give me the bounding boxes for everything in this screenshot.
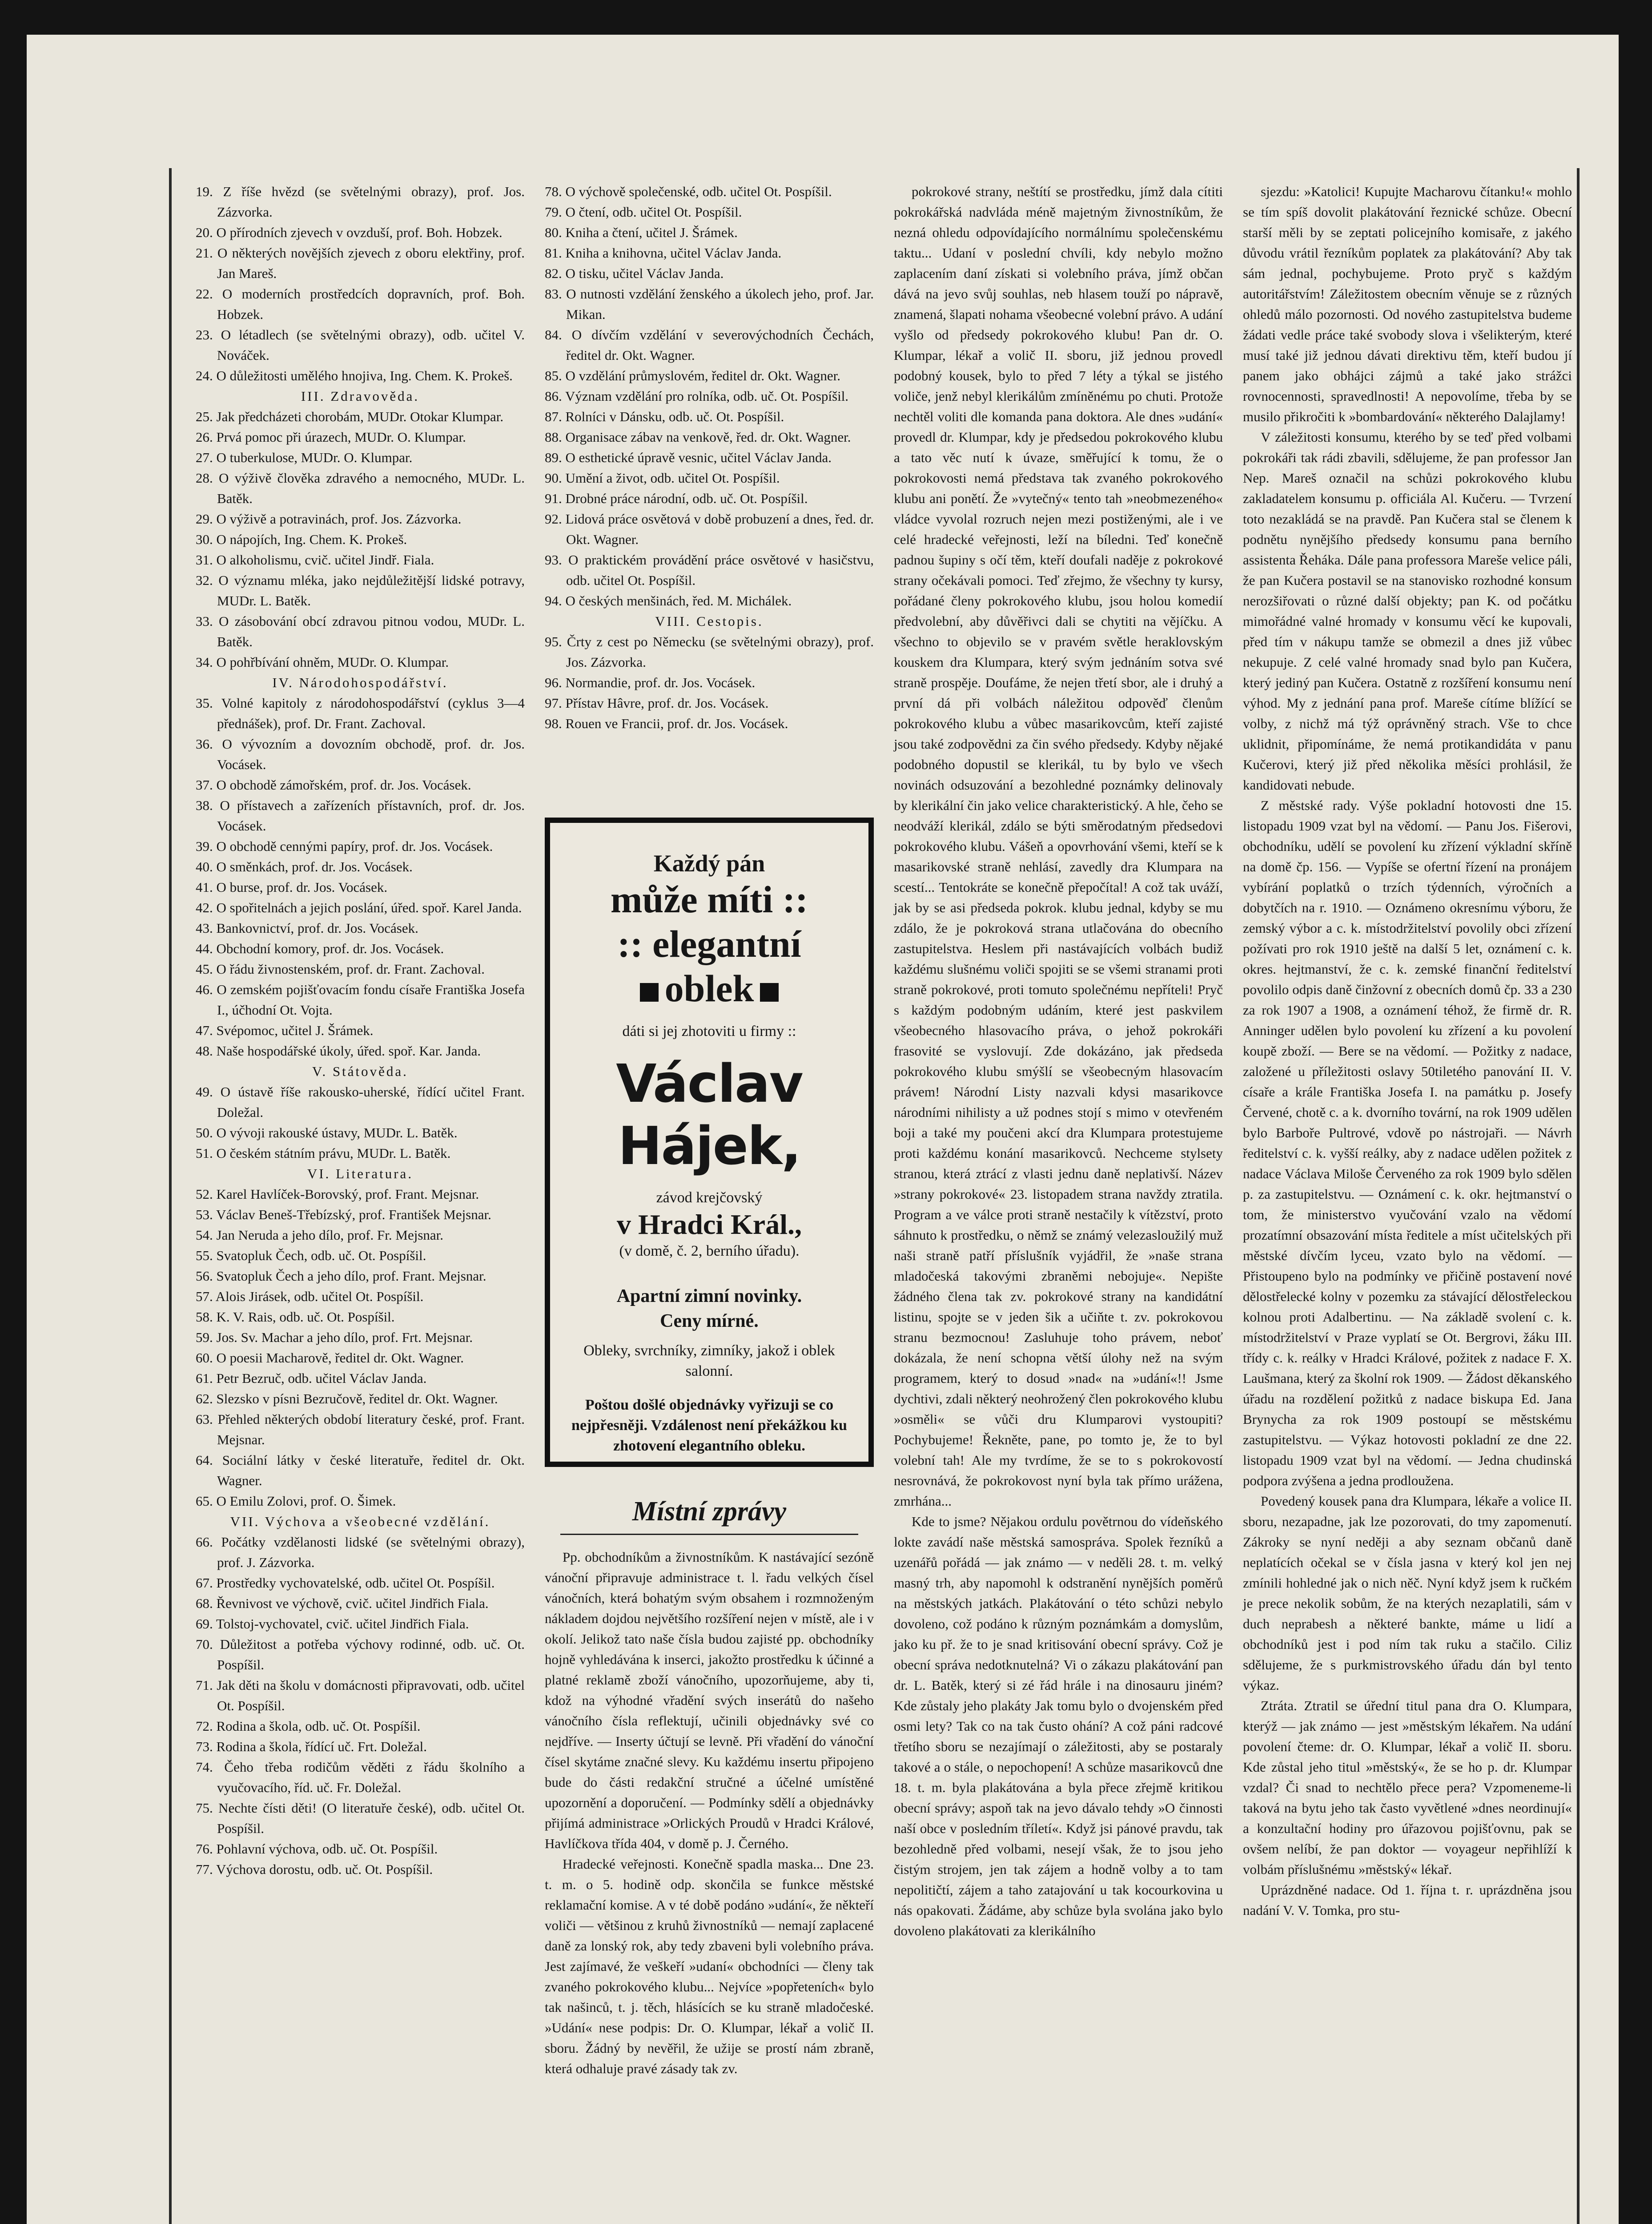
square-ornament-icon bbox=[640, 983, 659, 1002]
lecture-item: 26. Prvá pomoc při úrazech, MUDr. O. Klumpar. bbox=[196, 429, 466, 445]
section-heading: V. Státověda. bbox=[312, 1064, 408, 1079]
lecture-item: 60. O poesii Macharově, ředitel dr. Okt. Wagner. bbox=[196, 1350, 464, 1366]
ad-line1: Každý pán bbox=[653, 850, 765, 877]
lecture-item: 43. Bankovnictví, prof. dr. Jos. Vocásek. bbox=[196, 920, 418, 936]
lecture-item: 98. Rouen ve Francii, prof. dr. Jos. Vocásek. bbox=[545, 716, 788, 731]
lecture-item: 84. O dívčím vzdělání v severovýchodních Čechách, ředitel dr. Okt. Wagner. bbox=[545, 327, 874, 363]
lecture-item: 37. O obchodě zámořském, prof. dr. Jos. Vocásek. bbox=[196, 777, 471, 793]
lecture-item: 67. Prostředky vychovatelské, odb. učitel Ot. Pospíšil. bbox=[196, 1575, 495, 1591]
lecture-item: 19. Z říše hvězd (se světelnými obrazy), prof. Jos. Zázvorka. bbox=[196, 184, 525, 220]
ad-line2: může míti :: bbox=[610, 878, 808, 921]
lecture-item: 41. O burse, prof. dr. Jos. Vocásek. bbox=[196, 879, 388, 895]
heading-divider bbox=[560, 1534, 858, 1535]
lecture-item: 96. Normandie, prof. dr. Jos. Vocásek. bbox=[545, 675, 756, 690]
lecture-item: 80. Kniha a čtení, učitel J. Šrámek. bbox=[545, 225, 738, 240]
lecture-item: 48. Naše hospodářské úkoly, úřed. spoř. Kar. Janda. bbox=[196, 1043, 481, 1059]
lecture-item: 27. O tuberkulose, MUDr. O. Klumpar. bbox=[196, 450, 413, 465]
lecture-item: 28. O výživě člověka zdravého a nemocného, MUDr. L. Batěk. bbox=[196, 470, 525, 506]
lecture-item: 63. Přehled některých období literatury české, prof. Frant. Mejsnar. bbox=[196, 1411, 525, 1447]
lecture-item: 78. O výchově společenské, odb. učitel Ot. Pospíšil. bbox=[545, 184, 832, 199]
newspaper-page bbox=[27, 35, 1619, 2224]
lecture-item: 66. Počátky vzdělanosti lidské (se světelnými obrazy), prof. J. Zázvorka. bbox=[196, 1534, 525, 1570]
lecture-item: 40. O směnkách, prof. dr. Jos. Vocásek. bbox=[196, 859, 413, 874]
article-paragraph: Z městské rady. Výše pokladní hotovosti dne 15. listopadu 1909 vzat byl na vědomí. — Panu Jos. Fišerovi, obchodníku, udělí se povolení ku zřízení výkladní skříně na domě čp. 156. — Vypíše se ofertní řízení na pronájem vybírání poplatků o trzích týdenních, výročních a dobytčích na r. 1910. — Oznámeno okresnímu výboru, že zemský výbor a c. k. místodržitelství povolily obci zřízení požívati pro rok 1910 ještě na další 5 let, oznámení c. k. okres. hejtmanství, že c. k. zemské finanční ředitelství povolilo odpis daně činžovní z obecních domů čp. 33 a 230 za rok 1907 a 1908, a oznámení téhož, že firmě dr. R. Anninger udělen bylo povolení ku zřízení a ku povolení koupě zboží. — Bere se na vědomí. — Požitky z nadace, založené u příležitosti oslavy 50tiletého panování II. V. císaře a krále Františka Josefa I. na památku p. Josefy Červené, chotě c. a k. dvorního tovární, na rok 1909 udělen bylo Barboře Pultrové, vdově po nástrojaři. — Návrh ředitelství c. k. vyšší reálky, aby z nadace udělen požitek z nadace Václava Miloše Červeného za rok 1909 bylo sdělen p. za zastupitelstvu. — Oznámení c. k. okr. hejtmanství o tom, že ministerstvo vyučování vzalo na vědomí prozatímní obsazování místa ředitele a míst učitelských při městské dívčím lyceu, vzato bylo na vědomí. — Přistoupeno bylo na podmínky ve přičině postavení nové dělostřelecké kolny v pozemku za stávající dělostřeleckou kolnou proti Adalbertinu. — Na základě svolení c. k. místodržitelství v Praze vyplatí se Ot. Bergrovi, žáku III. třídy c. k. reálky v Hradci Králové, požitek z nadace F. X. Laušmana, který za školní rok 1909. — Žádost děkanského úřadu na rozdělení požitků z nadace biskupa Ed. Jana Brynycha za rok 1909 postoupí se městskému zastupitelstvu. — Výkaz hotovosti pokladní ze dne 22. listopadu 1909 vzat byl na vědomí. — Jedna chudinská podpora zvýšena a jedna prodloužena. bbox=[1243, 798, 1572, 1488]
article-paragraph: pokrokové strany, neštítí se prostředku, jímž dala cítiti pokrokářská nadvláda méně majetným živnostníkům, že nezná ohledu odpovídajícího normálnímu společenskému taktu... Udaní v poslední chvíli, kdy nebylo možno zaplacením daní získati si volebního práva, jímž občan dává na jevo svůj souhlas, neb hlasem touží po nápravě, znamená, šlapati nohama všeobecné volební právo. A udání vyšlo od předsedy pokrokového klubu! Pan dr. O. Klumpar, lékař a volič II. sboru, již jednou provedl podobný kousek, bylo to před 7 léty a týkal se jistého voliče, jenž nebyl klerikálům zmíněnému po chuti. Protože nechtěl voliti dle komanda pana doktora. Ale dnes »udání« provedl dr. Klumpar, kdy je předsedou pokrokového klubu a tato věc nutí k úvaze, směřující k tomu, že o pokrokovosti nemá představa tak zvaného pokrokového klubu ani ponětí. Že »vytečný« tento tah »neobmezeného« vládce vyvolal rozruch nejen mezi postiženými, ale i ve celé hradecké veřejnosti, leží na bíledni. Teď konečně padnou šupiny s očí těm, kteří doufali naděje z pokrokové strany očekávali pomoci. Teď zřejmo, že všechny ty kursy, pořádané členy pokrokového klubu, jsou holou komedií předvolební, aby důvěřivci dali se chytiti na vějíčku. A všechno to objevilo se v pravém světle heraklovským kouskem dra Klumpara, který svým jednáním sotva své straně prospěje. Doufáme, že nejen třetí sbor, ale i druhý a první dá při volbách náležitou odpověď členům pokrokového klubu a vůbec masarikovcům, kteří zajisté jsou také zodpovědni za čin svého předsedy. Kdyby nějaké podobného dopustil se klerikál, tu by bylo ve všech novinách odsuzování a bezohledné poznámky delinovaly by klerikální čin jako velice charakteristický. A hle, čeho se neodváží klerikál, zdálo se býti směrodatným předsedovi pokrokového klubu. Vášeň a opovrhování všemi, kteří se k masarikovské straně nehlásí, zavedly dra Klumpara na scestí... Tentokráte se konečně přepočítal! A což tak uváží, jak by se asi předseda pokrok. klubu jednal, kdyby se mu zdálo, že je pokroková strana utlačována do obecního zastupitelstva. Heslem při nastávajících volbách budiž každému slušnému voliči spojiti se se všemi stranami proti straně pokrokové, proti tomuto společnému nepříteli! Pryč s každým podobným udáním, které jest paskvilem všeobecného hlasovacího práva, o jehož pokrokáři frasovité se vyslovují. Zde dokázáno, jak předseda pokrokového klubu smýšlí se všeobecným hlasovacím právem! Národní Listy nazvali kdysi masarikovce národními nihilisty a už podnes stojí s mimo v otevřeném boji a také my poučeni akcí dra Klumpara protestujeme proti každému konání masarikovců. Nechceme stylsety stranou, která ztrácí z vlasti jednu daně neplativší. Název »strany pokrokové« 23. listopadem strana navždy ztratila. Program a ve válce proti straně nestačily k vítězství, proto sáhnuto k prostředku, o němž se známý velezasloužilý muž naši straně patří příslušník vyjádřil, že »naše strana mladočeská takovými zbraněmi nebojuje«. Nepište žádného člena tak zv. pokrokové strany na kandidátní listinu, spojte se v jeden šik a učiňte t. zv. pokrokovou stranu bezmocnou! Zasluhuje toho právem, neboť dokázala, že není schopna větší úlohy než na svým programem, který to dosud »nad« na »udání«!! Jsme dychtivi, zdali některý neohrožený člen pokrokového klubu »osměli« se vůči dru Klumparovi vystoupiti? Pochybujeme! Řekněte, pane, po tomto je, že to byl volební tah! Ale my tvrdíme, že se to s pokrokovostí nesrovnává, že pokrokovost nyní byla tak přímo urážena, zmrhána... bbox=[894, 184, 1223, 1509]
lecture-item: 29. O výživě a potravinách, prof. Jos. Zázvorka. bbox=[196, 511, 462, 527]
lecture-item: 35. Volné kapitoly z národohospodářství (cyklus 3—4 přednášek), prof. Dr. Frant. Zachoval. bbox=[196, 695, 525, 731]
lecture-item: 55. Svatopluk Čech, odb. uč. Ot. Pospíšil. bbox=[196, 1248, 426, 1263]
section-heading: III. Zdravověda. bbox=[301, 388, 420, 404]
ad-firm-name: Václav Hájek, bbox=[616, 1053, 803, 1176]
section-heading: VIII. Cestopis. bbox=[655, 613, 764, 629]
article-paragraph: sjezdu: »Katolici! Kupujte Macharovu čítanku!« mohlo se tím spíš dovolit plakátování řeznické schůze. Obecní starší měli by se zeptati policejního komisaře, z jakého důvodu vrátil řezníkům poplatek za plakátování? Aby tak sám jednal, pochybujeme. Proto pryč s každým autoritářstvím! Záležitostem obecním věnuje se z různých ohledů málo pozornosti. Od nového zastupitelstva budeme žádati vedle práce také svobody slova i všelikterým, které musí také již jednou dávati direktivu těm, kteří budou jí panem jako obhájci zájmů a také jako strážci rovnocennosti, spravedlnosti! A nepovolíme, třeba by se musilo přikročiti k »bombardování« některého Dalajlamy! bbox=[1243, 184, 1572, 424]
section-heading: VII. Výchova a všeobecné vzdělání. bbox=[230, 1514, 490, 1529]
local-news-col2 bbox=[545, 1547, 874, 2079]
advert-hajek bbox=[545, 818, 874, 1467]
article-paragraph: Ztráta. Ztratil se úřední titul pana dra O. Klumpara, kterýž — jak známo — jest »městským lékařem. Na udání povolení čteme: dr. O. Klumpar, lékař a volič II. sboru. Kde zůstal jeho titul »městský«, že se ho p. dr. Klumpar vzdal? Či snad to nechtělo přece pera? Vzpomeneme-li taková na bytu jeho tak často vyvětlené »dnes neordinují« a konzultační hodiny pro úřazovou pojišťovnu, pak se ovšem nelíbí, že pan doktor — voyageur nepřihlíží k volbám příslušnému »městský« lékař. bbox=[1243, 1698, 1572, 1877]
lecture-item: 73. Rodina a škola, řídící uč. Frt. Doležal. bbox=[196, 1739, 427, 1754]
ad-trade: závod krejčovský bbox=[656, 1189, 763, 1206]
lecture-item: 25. Jak předcházeti chorobám, MUDr. Otokar Klumpar. bbox=[196, 409, 504, 424]
lecture-item: 46. O zemském pojišťovacím fondu císaře Františka Josefa I., účhodní Ot. Vojta. bbox=[196, 982, 525, 1018]
lecture-item: 72. Rodina a škola, odb. uč. Ot. Pospíšil. bbox=[196, 1718, 421, 1734]
article-paragraph: Povedený kousek pana dra Klumpara, lékaře a volice II. sboru, nezapadne, jak lze pozorovati, do tmy zapomenutí. Zákroky se nyní neději a aby seznam občanů daně neplatících očekal se v čísla jasna v který kol jen nej zmínili hohledné jak o nich něč. Nyní když jsem k ručkém je prece nekolik sobům, že na kterých nezaplatili, sám v duch neprabesh a některé bankte, máme u lidí a obchodníků jest i pod ním tak ruku a stačilo. Ciliz sdělujeme, že s purkmistrovského úřadu dán byl tento výkaz. bbox=[1243, 1493, 1572, 1693]
lecture-item: 20. O přírodních zjevech v ovzduší, prof. Boh. Hobzek. bbox=[196, 225, 502, 240]
lecture-item: 85. O vzdělání průmyslovém, ředitel dr. Okt. Wagner. bbox=[545, 368, 841, 383]
lecture-item: 53. Václav Beneš-Třebízský, prof. František Mejsnar. bbox=[196, 1207, 491, 1222]
article-paragraph: Uprázdněné nadace. Od 1. října t. r. uprázdněna jsou nadání V. V. Tomka, pro stu- bbox=[1243, 1882, 1572, 1918]
lecture-item: 23. O létadlech (se světelnými obrazy), odb. učitel V. Nováček. bbox=[196, 327, 525, 363]
ad-news: Apartní zimní novinky. bbox=[616, 1286, 802, 1306]
lecture-item: 33. O zásobování obcí zdravou pitnou vodou, MUDr. L. Batěk. bbox=[196, 613, 525, 649]
lecture-item: 90. Umění a život, odb. učitel Ot. Pospíšil. bbox=[545, 470, 780, 486]
square-ornament-icon bbox=[760, 983, 779, 1002]
lecture-item: 71. Jak děti na školu v domácnosti připravovati, odb. učitel Ot. Pospíšil. bbox=[196, 1677, 525, 1713]
lecture-item: 42. O spořitelnách a jejich poslání, úřed. spoř. Karel Janda. bbox=[196, 900, 522, 915]
article-col3 bbox=[894, 181, 1223, 1941]
lecture-item: 75. Nechte čísti děti! (O literatuře české), odb. učitel Ot. Pospíšil. bbox=[196, 1800, 525, 1836]
lecture-item: 88. Organisace zábav na venkově, řed. dr. Okt. Wagner. bbox=[545, 429, 851, 445]
ad-address: (v domě, č. 2, berního úřadu). bbox=[619, 1243, 800, 1259]
lecture-item: 87. Rolníci v Dánsku, odb. uč. Ot. Pospíšil. bbox=[545, 409, 784, 424]
lecture-item: 58. K. V. Rais, odb. uč. Ot. Pospíšil. bbox=[196, 1309, 395, 1325]
lecture-item: 86. Význam vzdělání pro rolníka, odb. uč. Ot. Pospíšil. bbox=[545, 388, 849, 404]
ad-city: v Hradci Král., bbox=[617, 1209, 802, 1240]
lecture-item: 32. O významu mléka, jako nejdůležitější lidské potravy, MUDr. L. Batěk. bbox=[196, 572, 525, 608]
lecture-item: 62. Slezsko v písni Bezručově, ředitel dr. Okt. Wagner. bbox=[196, 1391, 498, 1406]
lecture-item: 22. O moderních prostředcích dopravních, prof. Boh. Hobzek. bbox=[196, 286, 525, 322]
lecture-item: 49. O ústavě říše rakousko-uherské, řídící učitel Frant. Doležal. bbox=[196, 1084, 525, 1120]
article-paragraph: Kde to jsme? Nějakou ordulu povětrnou do vídeňského lokte zavádí naše městská samospráva. Spolek řezníků a uzenářů pořádá — jak známo — v neděli 28. t. m. velký masný trh, aby napomohl k odstranění nynějších poměrů na městských jatkách. Plakátování o této schůzi nebylo dovoleno, což podáno k různým poznámkám a domyslům, jako ku př. že to je snad kritisování obecní správy. Což je obecní správa nedotknutelná? Vi o zákazu plakátování pan dr. L. Batěk, který si zé řád hrále i na dinosauru jiném? Kde zůstaly jeho plakáty Jak tomu bylo o dvojenském před osmi lety? Tak co na tak čusto ohání? A což páni radcové třetího sboru se nezajímají o záležitosti, aby se postaraly takové a o stále, o nepochopení! A schůze masarikovců dne 18. t. m. byla plakátována a byla přece zřejmě kritikou obecní správy; aspoň tak na jevo dávalo tehdy »O činnosti naší obce v posledním tříletí«. Když jsi pánové pravdu, tak bezohledně před volbami, nesejí však, že to jsou jeho čistým strojem, jen tak zájem a hodně volby a to tam nepolitičtí, zájem a taho zatajování u tak kocourkovina u nás opakovati. Žádáme, aby schůze byla svolána jako bylo dovoleno plakátovati za klerikálního bbox=[894, 1514, 1223, 1938]
article-paragraph: V záležitosti konsumu, kterého by se teď před volbami pokrokáři tak rádi zbavili, sdělujeme, že pan professor Jan Nep. Mareš označil na schůzi pokrokového klubu zakladatelem konsumu p. officiála Al. Kučeru. — Tvrzení toto nezakládá se na pravdě. Pan Kučera stal se členem k podnětu nynějšího předsedy konsumu pana berního assistenta Řeháka. Dále pana professora Mareše velice páli, že pan Kučera postavil se na stanovisko rozhodné konsum nerozšiřovati o různé další objekty; pan K. od počátku mimořádné valné hromady v konsumu věcí ke kupovali, před tím v nákupu tamže se obmezil a dnes již vůbec nekupuje. Z celé valné hromady snad bylo pan Kučera, který jediný pan Kučera. Ostatně z rozšíření konsumu není výhod. My z jednání pana prof. Mareše cítíme blížící se volby, z nichž má týž oprávněný strach. Vše to chce uklidnit, připomínáme, že nemá protikandidáta v panu Kučerovi, který již před několika měsíci prohlásil, že kandidovati nebude. bbox=[1243, 429, 1572, 793]
lecture-item: 51. O českém státním právu, MUDr. L. Batěk. bbox=[196, 1145, 451, 1161]
lecture-item: 93. O praktickém provádění práce osvětové v hasičstvu, odb. učitel Ot. Pospíšil. bbox=[545, 552, 874, 588]
lecture-item: 91. Drobné práce národní, odb. uč. Ot. Pospíšil. bbox=[545, 491, 808, 506]
lecture-item: 21. O některých novějších zjevech z oboru elektřiny, prof. Jan Mareš. bbox=[196, 245, 525, 281]
ad-goods: Obleky, svrchníky, zimníky, jakož i oblek salonní. bbox=[583, 1342, 835, 1379]
lecture-item: 89. O esthetické úpravě vesnic, učitel Václav Janda. bbox=[545, 450, 832, 465]
lecture-item: 94. O českých menšinách, řed. M. Michálek. bbox=[545, 593, 792, 608]
lecture-item: 36. O vývozním a dovozním obchodě, prof. dr. Jos. Vocásek. bbox=[196, 736, 525, 772]
lecture-item: 68. Řevnivost ve výchově, cvič. učitel Jindřich Fiala. bbox=[196, 1595, 489, 1611]
section-heading: VI. Literatura. bbox=[307, 1166, 414, 1181]
lecture-item: 97. Přístav Hâvre, prof. dr. Jos. Vocásek. bbox=[545, 695, 769, 711]
lecture-item: 79. O čtení, odb. učitel Ot. Pospíšil. bbox=[545, 204, 742, 220]
lecture-item: 82. O tisku, učitel Václav Janda. bbox=[545, 266, 724, 281]
ad-mail: Poštou došlé objednávky vyřizuji se co nejpřesněji. Vzdálenost není překážkou ku zhotovení elegantního obleku. bbox=[571, 1397, 847, 1454]
lecture-item: 74. Čeho třeba rodičům věděti z řádu školního a vyučovacího, říd. uč. Fr. Doležal. bbox=[196, 1759, 525, 1795]
lecture-item: 57. Alois Jirásek, odb. učitel Ot. Pospíšil. bbox=[196, 1289, 424, 1304]
lecture-item: 83. O nutnosti vzdělání ženského a úkolech jeho, prof. Jar. Mikan. bbox=[545, 286, 874, 322]
lecture-item: 34. O pohřbívání ohněm, MUDr. O. Klumpar. bbox=[196, 654, 449, 670]
article-col4 bbox=[1243, 181, 1572, 1921]
lecture-item: 92. Lidová práce osvětová v době probuzení a dnes, řed. dr. Okt. Wagner. bbox=[545, 511, 874, 547]
lecture-list-col1 bbox=[196, 181, 525, 1880]
lecture-item: 81. Kniha a knihovna, učitel Václav Janda. bbox=[545, 245, 782, 261]
lecture-item: 39. O obchodě cennými papíry, prof. dr. Jos. Vocásek. bbox=[196, 838, 493, 854]
section-heading-local-news: Místní zprávy bbox=[632, 1496, 787, 1527]
lecture-item: 24. O důležitosti umělého hnojiva, Ing. Chem. K. Prokeš. bbox=[196, 368, 513, 383]
article-paragraph: Pp. obchodníkům a živnostníkům. K nastávající sezóně vánoční připravuje administrace t. l. řadu velkých čísel vánočních, která bohatým svým obsahem i rozmnoženým nákladem dojdou největšího rozšíření nejen v místě, ale i v okolí. Jelikož tato naše čísla budou zajisté pp. obchodníky hojně vyhledávána k inserci, jakožto prostředku k účinné a platné reklamě zboží vánočního, upozorňujeme, aby ti, kdož na výhodné vřadění svých inserátů do našeho vánočního čísla reflektují, učinili objednávky své co nejdříve. — Inserty účtují se levně. Při vřadění do vánoční čísel skytáme značné slevy. Ku každému insertu připojeno bude do části redakční stručné a účelné umístěné upozornění a doporučení. — Podmínky sdělí a objednávky přijímá administrace »Orlických Proudů v Hradci Králové, Havlíčkova třída 404, v domě p. J. Černého. bbox=[545, 1549, 874, 1851]
lecture-item: 64. Sociální látky v české literatuře, ředitel dr. Okt. Wagner. bbox=[196, 1452, 525, 1488]
lecture-item: 47. Svépomoc, učitel J. Šrámek. bbox=[196, 1023, 374, 1038]
lecture-list-col2 bbox=[545, 181, 874, 734]
lecture-item: 50. O vývoji rakouské ústavy, MUDr. L. Batěk. bbox=[196, 1125, 458, 1140]
article-paragraph: Hradecké veřejnosti. Konečně spadla maska... Dne 23. t. m. o 5. hodině odp. skončila se funkce městské reklamační komise. A v té době podáno »udání«, že někteří voliči — většinou z kruhů živnostníků — nemají zaplacené daně za lonský rok, aby tedy zbaveni byli volebního práva. Jest zajímavé, že veškeří »udaní« obchodníci — členy tak zvaného pokrokového klubu... Nejvíce »popřeteních« bylo tak našinců, t. j. těch, hlásících se ku straně mladočeské. »Udání« nese podpis: Dr. O. Klumpar, lékař a volič II. sboru. Žádný by nevěřil, že užije se prostí nám zbraně, která odhaluje pravé zásady tak zv. bbox=[545, 1856, 874, 2076]
ad-prices: Ceny mírné. bbox=[660, 1311, 759, 1331]
lecture-item: 95. Črty z cest po Německu (se světelnými obrazy), prof. Jos. Zázvorka. bbox=[545, 634, 874, 670]
lecture-item: 30. O nápojích, Ing. Chem. K. Prokeš. bbox=[196, 532, 407, 547]
lecture-item: 56. Svatopluk Čech a jeho dílo, prof. Frant. Mejsnar. bbox=[196, 1268, 486, 1284]
lecture-item: 76. Pohlavní výchova, odb. uč. Ot. Pospíšil. bbox=[196, 1841, 438, 1857]
lecture-item: 65. O Emilu Zolovi, prof. O. Šimek. bbox=[196, 1493, 396, 1509]
lecture-item: 38. O přístavech a zařízeních přístavních, prof. dr. Jos. Vocásek. bbox=[196, 798, 525, 834]
ad-line4: oblek bbox=[563, 966, 855, 1011]
lecture-item: 61. Petr Bezruč, odb. učitel Václav Janda. bbox=[196, 1370, 427, 1386]
ad-line3: :: elegantní bbox=[617, 923, 801, 965]
lecture-item: 69. Tolstoj-vychovatel, cvič. učitel Jindřich Fiala. bbox=[196, 1616, 469, 1632]
lecture-item: 45. O řádu živnostenském, prof. dr. Frant. Zachoval. bbox=[196, 961, 485, 977]
lecture-item: 59. Jos. Sv. Machar a jeho dílo, prof. Frt. Mejsnar. bbox=[196, 1330, 473, 1345]
ad-line5: dáti si jej zhotoviti u firmy :: bbox=[622, 1023, 796, 1039]
lecture-item: 44. Obchodní komory, prof. dr. Jos. Vocásek. bbox=[196, 941, 444, 956]
section-heading: IV. Národohospodářství. bbox=[272, 675, 448, 690]
lecture-item: 77. Výchova dorostu, odb. uč. Ot. Pospíšil. bbox=[196, 1861, 433, 1877]
lecture-item: 52. Karel Havlíček-Borovský, prof. Frant. Mejsnar. bbox=[196, 1186, 479, 1202]
lecture-item: 31. O alkoholismu, cvič. učitel Jindř. Fiala. bbox=[196, 552, 434, 568]
lecture-item: 70. Důležitost a potřeba výchovy rodinné, odb. uč. Ot. Pospíšil. bbox=[196, 1636, 525, 1672]
lecture-item: 54. Jan Neruda a jeho dílo, prof. Fr. Mejsnar. bbox=[196, 1227, 444, 1243]
